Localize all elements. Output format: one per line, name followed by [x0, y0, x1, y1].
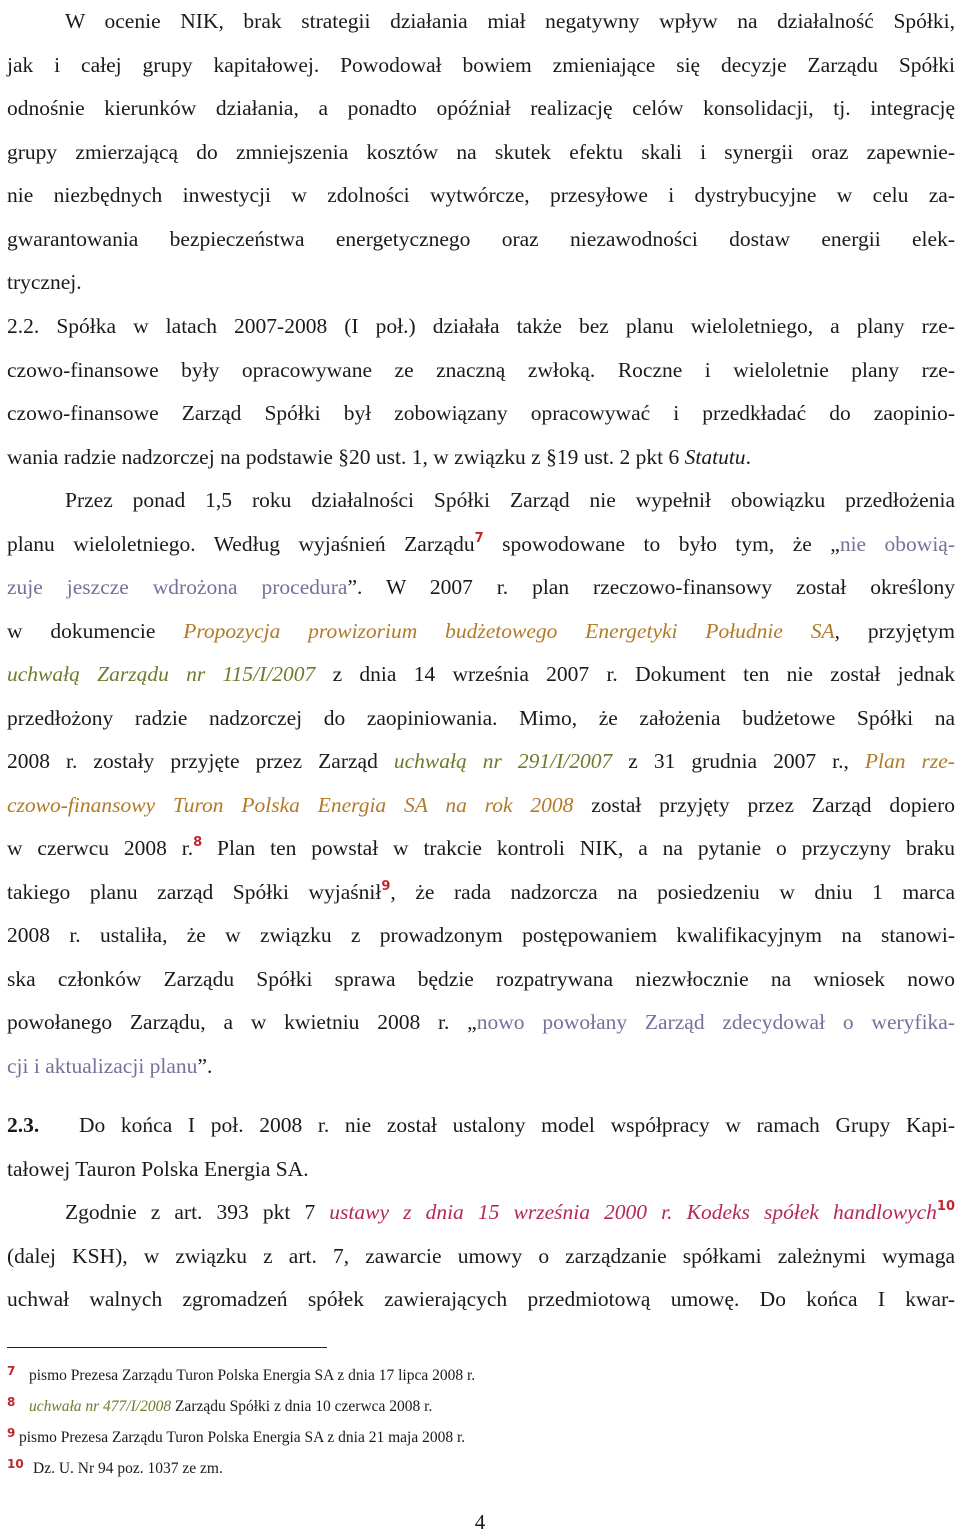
text-run: w dokumencie [7, 618, 184, 643]
quote-link[interactable]: nowo powołany Zarząd zdecydował o weryfika- [476, 1010, 955, 1034]
text-line [7, 827, 955, 871]
statute-reference: Statutu [684, 444, 746, 469]
footnote-text: pismo Prezesa Zarządu Turon Polska Energia SA z dnia 21 maja 2008 r. [19, 1429, 466, 1446]
footnote-marker: 9 [7, 1426, 16, 1440]
text-line: odnośnie kierunków działania, a ponadto opóźniał realizację celów konsolidacji, tj. integrację [7, 96, 955, 120]
footnotes [7, 1358, 947, 1482]
text-line [7, 1045, 955, 1089]
footnote-ref-7[interactable]: 7 [474, 530, 484, 546]
document-link[interactable]: czowo-finansowy Turon Polska Energia SA na rok 2008 [7, 792, 574, 817]
resolution-link[interactable]: uchwała nr 477/I/2008 [29, 1398, 172, 1415]
text-line [7, 1001, 955, 1045]
text-run: z 31 grudnia 2007 r., [612, 749, 865, 773]
text-line: jak i całej grupy kapitałowej. Powodował bowiem zmieniające się decyzje Zarządu Spółki [7, 52, 955, 77]
text-run: . [745, 444, 751, 469]
text-line: (dalej KSH), w związku z art. 7, zawarcie umowy o zarządzanie spółkami zależnymi wymaga [7, 1243, 955, 1268]
text-run: planu wieloletniego. Według wyjaśnień Zarządu [7, 531, 475, 556]
footnote-text: pismo Prezesa Zarządu Turon Polska Energia SA z dnia 17 lipca 2008 r. [29, 1367, 476, 1384]
document-link[interactable]: Propozycja prowizorium budżetowego Energetyki Południe SA [183, 618, 835, 643]
quote-link[interactable]: cji i aktualizacji planu [7, 1053, 198, 1078]
text-line: czowo-finansowe były opracowywane ze znaczną zwłoką. Roczne i wieloletnie plany rze- [7, 357, 955, 382]
footnote-ref-9[interactable]: 9 [381, 878, 391, 894]
text-run: , przyjętym [834, 618, 955, 643]
text-run: 2008 r. zostały przyjęte przez Zarząd [7, 749, 394, 773]
text-run: takiego planu zarząd Spółki wyjaśnił [7, 879, 382, 904]
text-run: został przyjęty przez Zarząd dopiero [573, 792, 955, 817]
text-line [7, 610, 955, 654]
footnote-10 [7, 1451, 947, 1482]
quote-link[interactable]: nie obowią- [839, 531, 956, 556]
footnote-ref-8[interactable]: 8 [193, 835, 203, 850]
section-text: Spółka w latach 2007-2008 (I poł.) działała także bez planu wieloletniego, a plany rze- [56, 314, 956, 338]
text-line: czowo-finansowe Zarząd Spółki był zobowiązany opracowywać i przedkładać do zaopinio- [7, 401, 955, 425]
footnote-marker: 8 [7, 1395, 16, 1409]
footnote-marker: 10 [7, 1457, 24, 1471]
section-text: Do końca I poł. 2008 r. nie został ustalony model współpracy w ramach Grupy Kapi- [79, 1113, 955, 1137]
resolution-link[interactable]: uchwałą nr 291/I/2007 [393, 749, 613, 773]
text-line [7, 653, 955, 697]
text-line: gwarantowania bezpieczeństwa energetycznego oraz niezawodności dostaw energii elek- [7, 226, 955, 251]
text-line: uchwał walnych zgromadzeń spółek zawierających przedmiotową umowę. Do końca I kwar- [7, 1287, 955, 1311]
text-line [7, 566, 955, 610]
paragraph-plan-delay [7, 479, 955, 1088]
footnote-text: Dz. U. Nr 94 poz. 1037 ze zm. [33, 1460, 223, 1477]
text-run: ”. [197, 1053, 213, 1078]
footnote-8 [7, 1389, 947, 1420]
document-link[interactable]: Plan rze- [864, 749, 955, 773]
text-run: powołanego Zarządu, a w kwietniu 2008 r. „ [7, 1010, 477, 1034]
text-line [7, 305, 955, 349]
text-run: , że rada nadzorcza na posiedzeniu w dniu 1 marca [390, 879, 956, 904]
footnote-ref-10[interactable]: 10 [936, 1199, 956, 1214]
page-number: 4 [474, 1510, 486, 1534]
text-run: Plan ten powstał w trakcie kontroli NIK, a na pytanie o przyczyny braku [202, 836, 955, 860]
text-line [7, 1191, 955, 1235]
text-run: Zgodnie z art. 393 pkt 7 [65, 1200, 330, 1224]
text-run: z dnia 14 września 2007 r. Dokument ten nie został jednak [315, 662, 955, 686]
text-line: przedłożony radzie nadzorczej do zaopiniowania. Mimo, że założenia budżetowe Spółki na [7, 705, 955, 730]
footnote-separator [7, 1347, 327, 1348]
footnote-text: Zarządu Spółki z dnia 10 czerwca 2008 r. [171, 1398, 433, 1415]
text-line [7, 740, 955, 784]
paragraph-ksh [7, 1191, 955, 1322]
text-line: W ocenie NIK, brak strategii działania miał negatywny wpływ na działalność Spółki, [65, 9, 955, 33]
text-line [7, 871, 955, 915]
quote-link[interactable]: zuje jeszcze wdrożona procedura [7, 575, 348, 599]
section-number: 2.2. [7, 314, 40, 338]
resolution-link[interactable]: uchwałą Zarządu nr 115/I/2007 [7, 662, 316, 686]
footnote-7 [7, 1358, 947, 1389]
paragraph-strategy [7, 0, 955, 305]
text-run: spowodowane to było tym, że „ [483, 531, 840, 556]
section-2-2 [7, 305, 955, 479]
text-line: grupy zmierzającą do zmniejszenia kosztów na skutek efektu skali i synergii oraz zapewnie- [7, 139, 955, 164]
text-run: w czerwcu 2008 r. [7, 836, 194, 860]
text-line: ska członków Zarządu Spółki sprawa będzie rozpatrywana niezwłocznie na wniosek nowo [7, 966, 955, 991]
text-run: ”. W 2007 r. plan rzeczowo-finansowy został określony [347, 575, 955, 599]
text-line: tałowej Tauron Polska Energia SA. [7, 1156, 309, 1181]
text-line: trycznej. [7, 270, 82, 294]
text-line: Przez ponad 1,5 roku działalności Spółki Zarząd nie wypełnił obowiązku przedłożenia [65, 488, 955, 512]
text-line [7, 523, 955, 567]
footnote-9 [7, 1420, 947, 1451]
footnote-marker: 7 [7, 1364, 16, 1378]
section-number: 2.3. [7, 1113, 40, 1137]
text-line [7, 436, 955, 480]
text-line: nie niezbędnych inwestycji w zdolności wytwórcze, przesyłowe i dystrybucyjne w celu za- [7, 183, 955, 207]
section-2-3 [7, 1104, 955, 1191]
text-line: 2008 r. ustaliła, że w związku z prowadzonym postępowaniem kwalifikacyjnym na stanowi- [7, 923, 955, 947]
statute-link[interactable]: ustawy z dnia 15 września 2000 r. Kodeks spółek handlowych [329, 1200, 937, 1224]
text-run: wania radzie nadzorczej na podstawie §20 ust. 1, w związku z §19 ust. 2 pkt 6 [7, 444, 685, 469]
text-line [7, 784, 955, 828]
text-line [7, 1104, 955, 1148]
